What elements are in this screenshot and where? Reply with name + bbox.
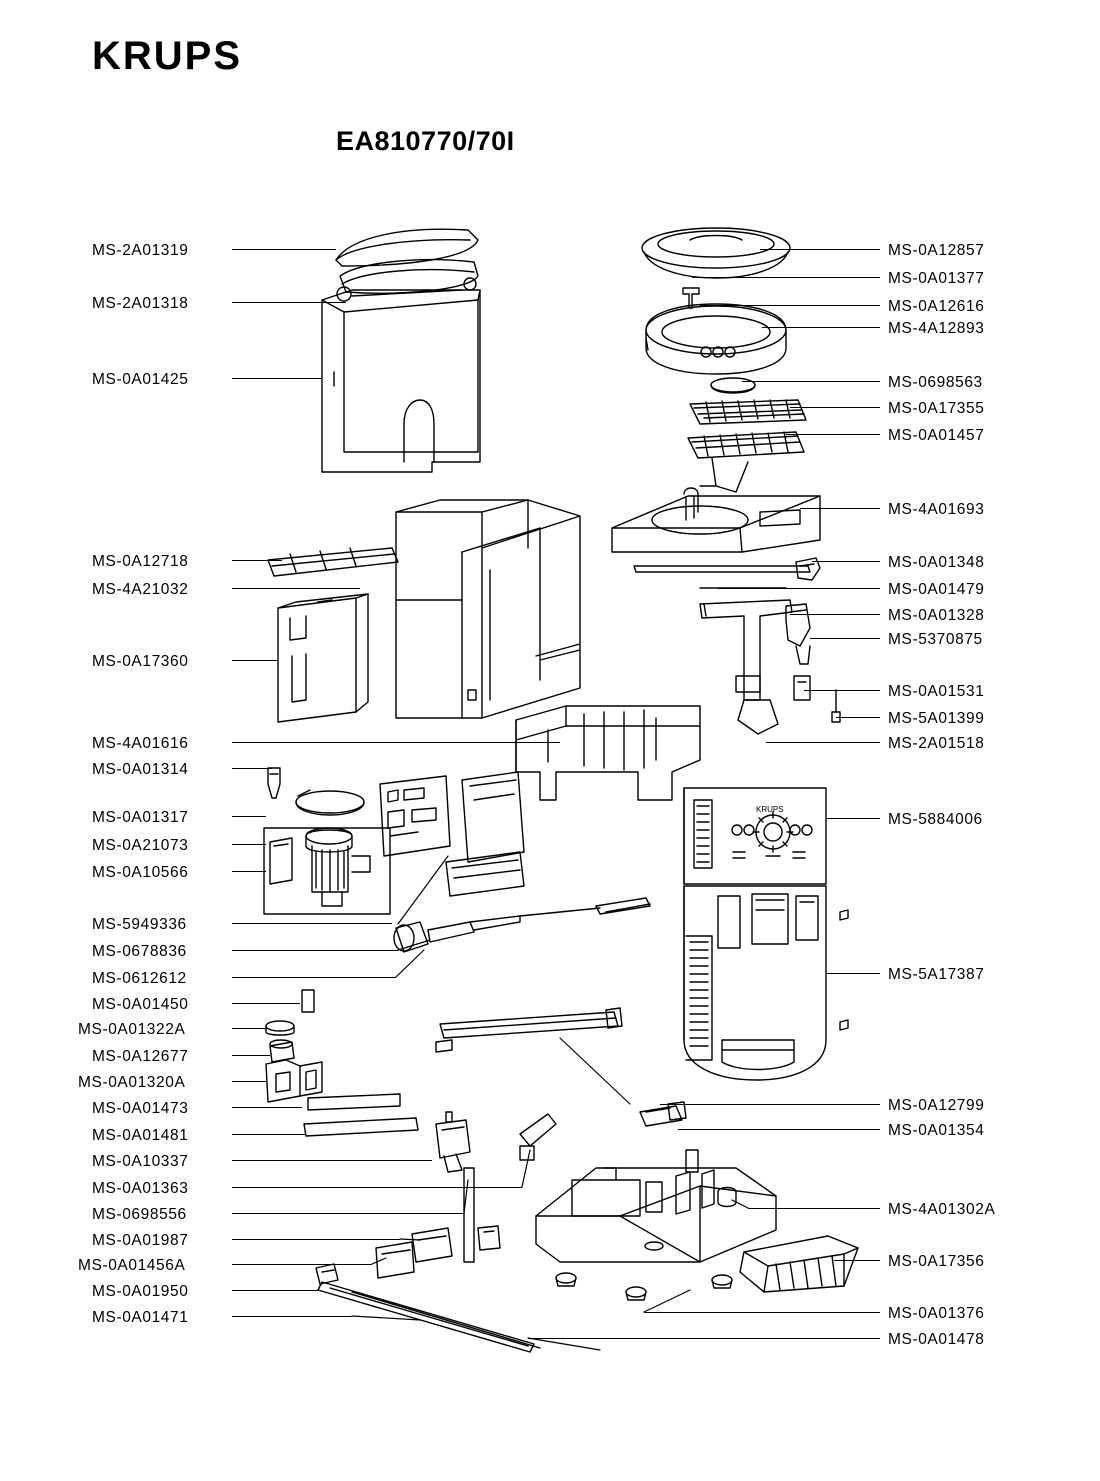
part-number-label: MS-5949336 xyxy=(92,916,187,933)
leader-line xyxy=(232,923,392,924)
leader-line xyxy=(232,871,266,872)
part-number-label: MS-0A01317 xyxy=(92,809,189,826)
leader-line xyxy=(232,1290,318,1291)
part-number-label: MS-0A01363 xyxy=(92,1180,189,1197)
leader-line xyxy=(810,638,880,639)
part-number-label: MS-4A01616 xyxy=(92,735,189,752)
part-number-label: MS-0A01314 xyxy=(92,761,189,778)
leader-line xyxy=(800,508,880,509)
leader-line xyxy=(232,950,398,951)
part-number-label: MS-0A12799 xyxy=(888,1097,985,1114)
leader-line xyxy=(834,1260,880,1261)
leader-line xyxy=(232,249,336,250)
part-number-label: MS-0A01456A xyxy=(78,1257,186,1274)
leader-line xyxy=(232,977,396,978)
brand-logo: KRUPS xyxy=(92,34,243,78)
leader-line xyxy=(232,378,322,379)
part-number-label: MS-2A01319 xyxy=(92,242,189,259)
part-number-label: MS-0A12718 xyxy=(92,553,189,570)
leader-line xyxy=(660,1104,880,1105)
part-number-label: MS-0A01450 xyxy=(92,996,189,1013)
leader-line xyxy=(790,614,880,615)
leader-line xyxy=(678,1129,880,1130)
part-number-label: MS-0A01377 xyxy=(888,270,985,287)
part-number-label: MS-0A01481 xyxy=(92,1127,189,1144)
part-number-label: MS-0A12616 xyxy=(888,298,985,315)
part-number-label: MS-0A01950 xyxy=(92,1283,189,1300)
leader-line xyxy=(748,1208,880,1209)
part-number-label: MS-0A01320A xyxy=(78,1074,186,1091)
part-number-label: MS-0A01328 xyxy=(888,607,985,624)
part-number-label: MS-0A17356 xyxy=(888,1253,985,1270)
leader-line xyxy=(742,381,880,382)
part-number-label: MS-0678836 xyxy=(92,943,187,960)
part-number-label: MS-2A01518 xyxy=(888,735,985,752)
leader-line xyxy=(786,434,880,435)
part-number-label: MS-0A01457 xyxy=(888,427,985,444)
part-number-label: MS-0A21073 xyxy=(92,837,189,854)
leader-line xyxy=(232,1055,270,1056)
leader-line xyxy=(692,277,880,278)
part-number-label: MS-0A01531 xyxy=(888,683,985,700)
leader-line xyxy=(232,1028,268,1029)
part-number-label: MS-0A10337 xyxy=(92,1153,189,1170)
part-number-label: MS-0A01479 xyxy=(888,581,985,598)
part-number-label: MS-0A12677 xyxy=(92,1048,189,1065)
part-number-label: MS-0A01348 xyxy=(888,554,985,571)
part-number-label: MS-4A12893 xyxy=(888,320,985,337)
leader-line xyxy=(232,844,266,845)
leader-line xyxy=(812,561,880,562)
leader-line xyxy=(700,305,880,306)
leader-line xyxy=(232,588,360,589)
leader-line xyxy=(826,973,880,974)
part-number-label: MS-5370875 xyxy=(888,631,983,648)
part-number-label: MS-5884006 xyxy=(888,811,983,828)
leader-line xyxy=(790,407,880,408)
part-number-label: MS-5A01399 xyxy=(888,710,985,727)
part-number-label: MS-2A01318 xyxy=(92,295,189,312)
part-number-label: MS-0A01322A xyxy=(78,1021,186,1038)
part-number-label: MS-0A01425 xyxy=(92,371,189,388)
leader-line xyxy=(232,1316,352,1317)
part-number-label: MS-0A17355 xyxy=(888,400,985,417)
leader-line xyxy=(760,249,880,250)
part-number-label: MS-4A01302A xyxy=(888,1201,996,1218)
part-number-label: MS-0A01376 xyxy=(888,1305,985,1322)
leader-line xyxy=(232,1003,300,1004)
leader-line xyxy=(232,1160,432,1161)
part-number-label: MS-4A01693 xyxy=(888,501,985,518)
part-number-label: MS-0698563 xyxy=(888,374,983,391)
model-number: EA810770/70I xyxy=(336,126,515,156)
part-number-label: MS-0A01478 xyxy=(888,1331,985,1348)
leader-line xyxy=(232,1213,464,1214)
leader-line xyxy=(762,327,880,328)
part-number-label: MS-4A21032 xyxy=(92,581,189,598)
leader-line xyxy=(766,742,880,743)
part-number-label: MS-0A01471 xyxy=(92,1309,189,1326)
leader-line xyxy=(232,302,346,303)
leader-line xyxy=(232,742,560,743)
leader-line xyxy=(232,1081,266,1082)
leader-line xyxy=(232,560,282,561)
part-number-label: MS-0A17360 xyxy=(92,653,189,670)
part-number-label: MS-5A17387 xyxy=(888,966,985,983)
part-number-label: MS-0612612 xyxy=(92,970,187,987)
svg-text:KRUPS: KRUPS xyxy=(756,805,784,814)
leader-line xyxy=(232,1134,306,1135)
leader-line xyxy=(232,1264,372,1265)
leader-line xyxy=(528,1338,880,1339)
leader-line xyxy=(232,768,272,769)
leader-line xyxy=(804,690,880,691)
leader-line xyxy=(718,588,880,589)
leader-line xyxy=(232,1239,400,1240)
leader-line xyxy=(232,816,266,817)
leader-line xyxy=(232,1187,522,1188)
part-number-label: MS-0A01354 xyxy=(888,1122,985,1139)
part-number-label: MS-0A01987 xyxy=(92,1232,189,1249)
leader-line xyxy=(232,660,278,661)
part-number-label: MS-0A01473 xyxy=(92,1100,189,1117)
leader-line xyxy=(826,818,880,819)
leader-line xyxy=(644,1312,880,1313)
leader-line xyxy=(232,1107,302,1108)
part-number-label: MS-0698556 xyxy=(92,1206,187,1223)
part-number-label: MS-0A10566 xyxy=(92,864,189,881)
leader-line xyxy=(836,717,880,718)
part-number-label: MS-0A12857 xyxy=(888,242,985,259)
